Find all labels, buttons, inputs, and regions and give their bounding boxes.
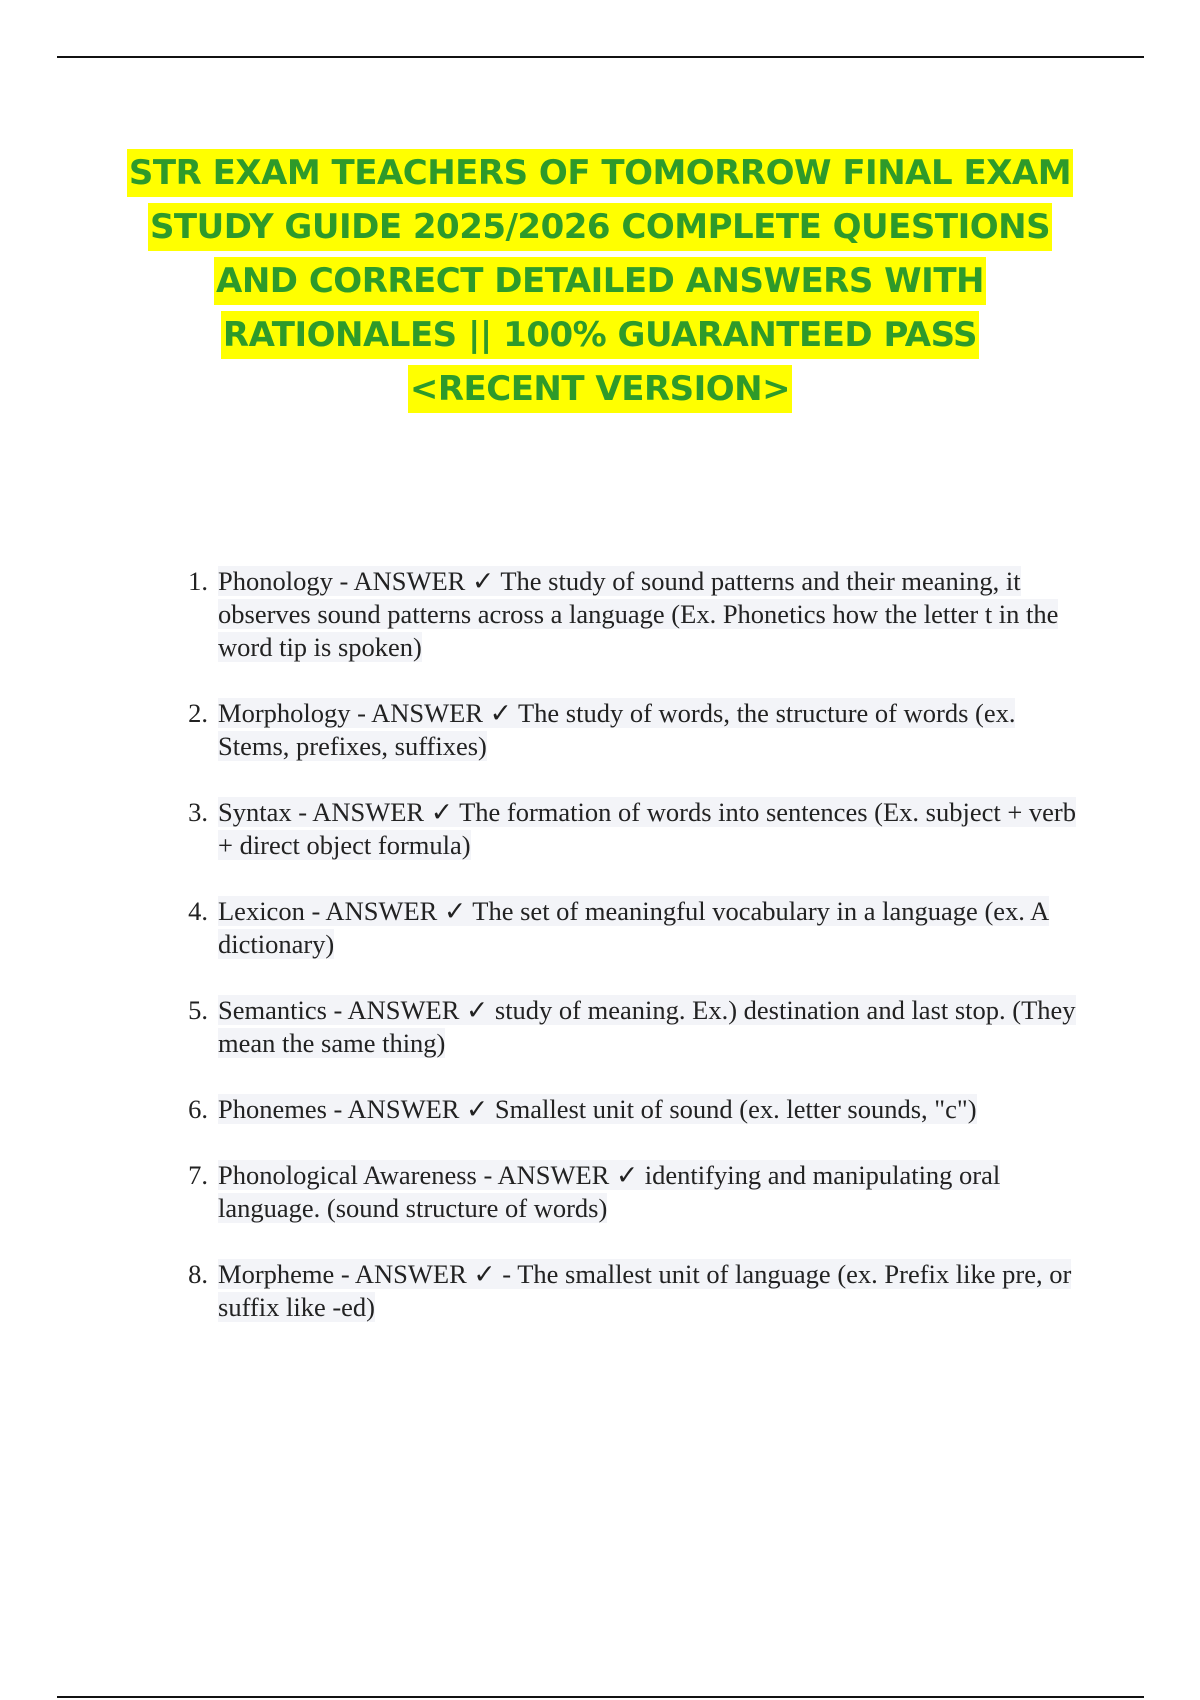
item-number: 3. bbox=[188, 797, 208, 827]
item-number: 5. bbox=[188, 995, 208, 1025]
list-item bbox=[0, 1093, 1200, 1126]
item-number: 8. bbox=[188, 1259, 208, 1289]
list-item bbox=[0, 1159, 1200, 1225]
item-text: Syntax - ANSWER ✓ The formation of words into sentences (Ex. subject + verb + direct object formula) bbox=[218, 797, 1077, 860]
item-number: 2. bbox=[188, 698, 208, 728]
title-line-1: STR EXAM TEACHERS OF TOMORROW FINAL EXAM bbox=[127, 149, 1073, 197]
title-line-3: AND CORRECT DETAILED ANSWERS WITH bbox=[214, 257, 986, 305]
document-title bbox=[100, 146, 1100, 416]
item-text: Morpheme - ANSWER ✓ - The smallest unit of language (ex. Prefix like pre, or suffix like -ed) bbox=[218, 1259, 1072, 1322]
item-number: 1. bbox=[188, 566, 208, 596]
item-number: 4. bbox=[188, 896, 208, 926]
item-number: 7. bbox=[188, 1160, 208, 1190]
title-line-2: STUDY GUIDE 2025/2026 COMPLETE QUESTIONS bbox=[148, 203, 1052, 251]
item-text: Lexicon - ANSWER ✓ The set of meaningful vocabulary in a language (ex. A dictionary) bbox=[218, 896, 1050, 959]
list-item bbox=[0, 1258, 1200, 1324]
title-line-4: RATIONALES || 100% GUARANTEED PASS bbox=[221, 311, 979, 359]
top-rule bbox=[57, 56, 1144, 58]
item-number: 6. bbox=[188, 1094, 208, 1124]
item-text: Semantics - ANSWER ✓ study of meaning. Ex.) destination and last stop. (They mean the same thing) bbox=[218, 995, 1076, 1058]
list-item bbox=[0, 994, 1200, 1060]
list-item bbox=[0, 796, 1200, 862]
list-item bbox=[0, 697, 1200, 763]
list-item bbox=[0, 565, 1200, 664]
list-item bbox=[0, 895, 1200, 961]
qa-list bbox=[0, 565, 1200, 1357]
title-line-5: <RECENT VERSION> bbox=[408, 365, 792, 413]
item-text: Morphology - ANSWER ✓ The study of words, the structure of words (ex. Stems, prefixes, suffixes) bbox=[218, 698, 1016, 761]
item-text: Phonological Awareness - ANSWER ✓ identifying and manipulating oral language. (sound structure of words) bbox=[218, 1160, 1001, 1223]
item-text: Phonemes - ANSWER ✓ Smallest unit of sound (ex. letter sounds, "c") bbox=[218, 1094, 977, 1124]
item-text: Phonology - ANSWER ✓ The study of sound patterns and their meaning, it observes sound patterns across a language (Ex. Phonetics how the letter t in the word tip is spoken) bbox=[218, 566, 1059, 662]
bottom-rule bbox=[57, 1696, 1144, 1698]
